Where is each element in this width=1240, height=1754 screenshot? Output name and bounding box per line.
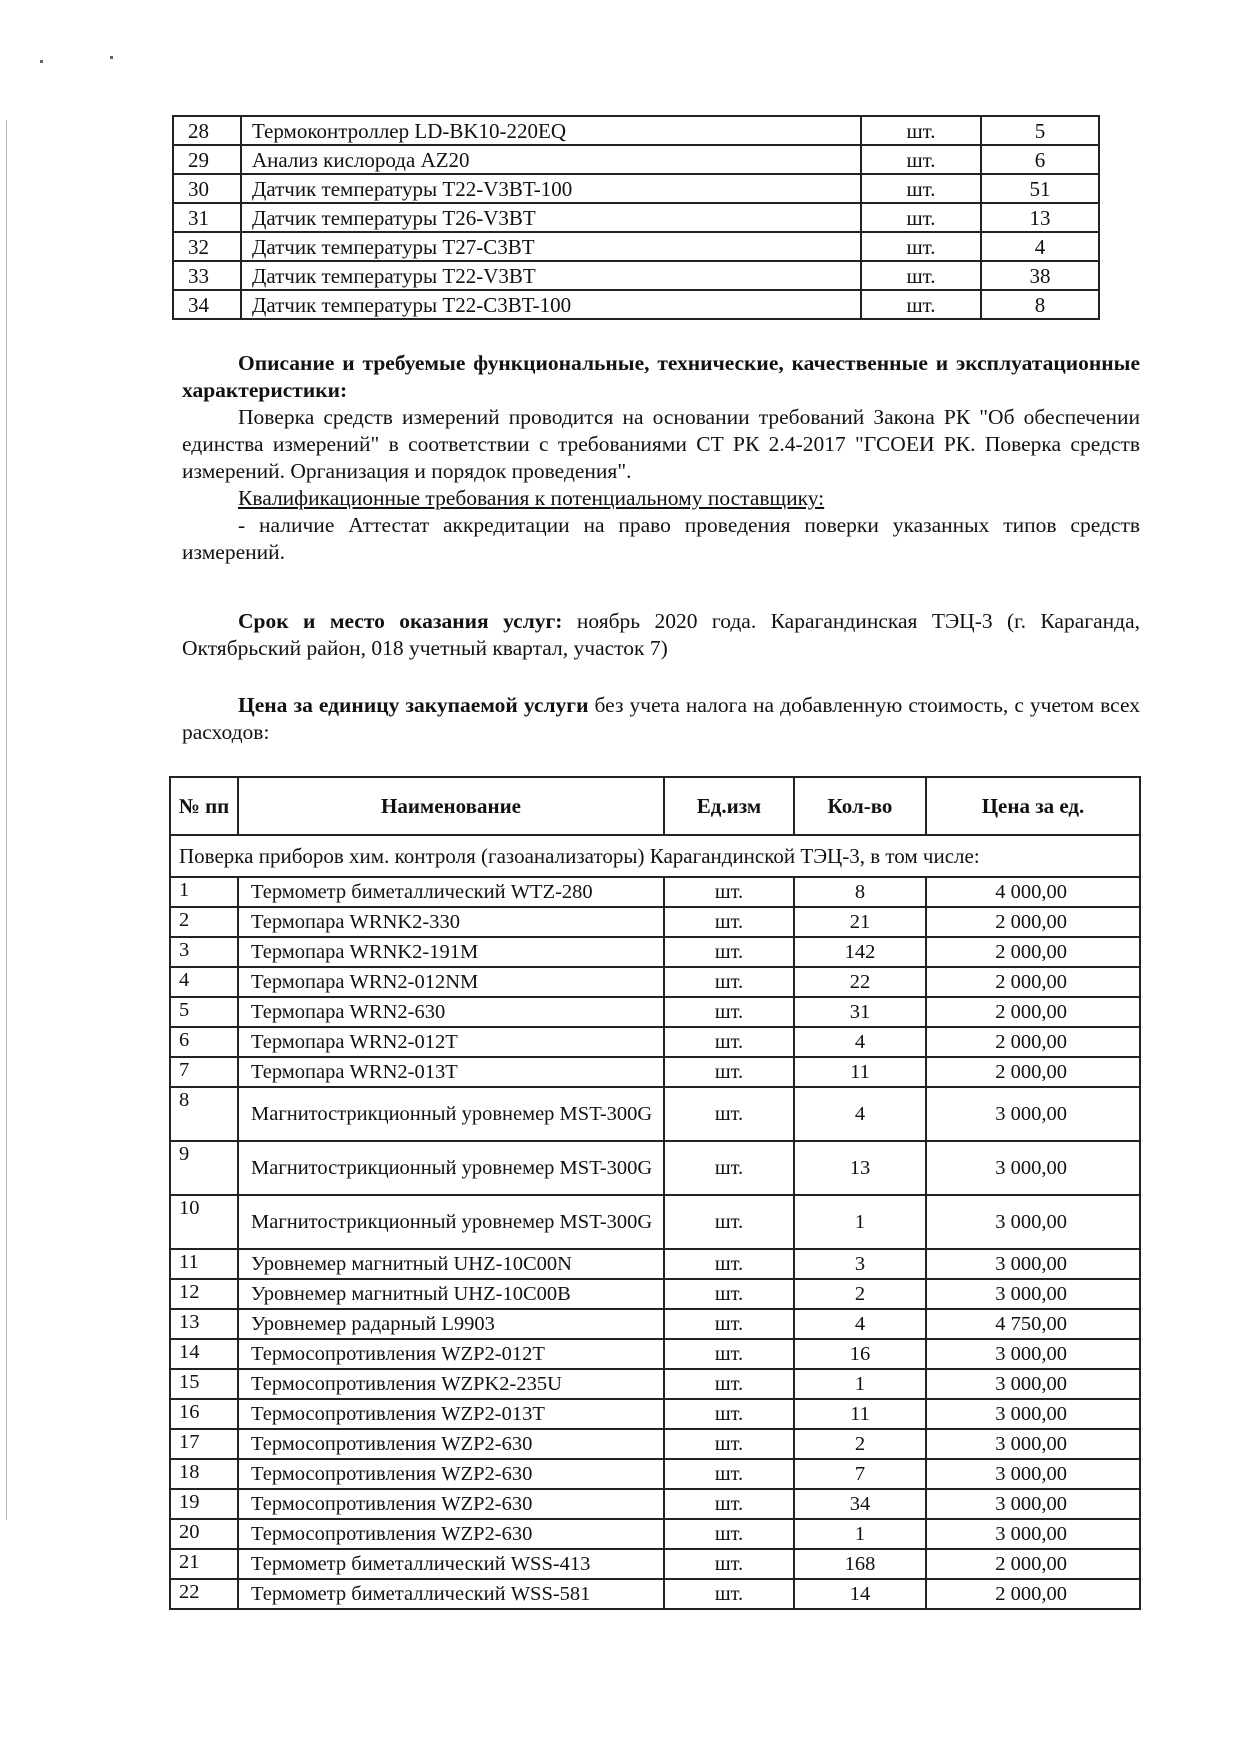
header-name: Наименование	[238, 777, 664, 835]
row-unit: шт.	[664, 937, 794, 967]
table-row	[170, 1057, 1140, 1087]
row-number: 8	[170, 1087, 238, 1141]
row-qty: 6	[981, 145, 1099, 174]
row-name: Датчик температуры T27-C3BT	[241, 232, 861, 261]
qualification-text: - наличие Аттестат аккредитации на право проведения поверки указанных типов средств измерений.	[182, 513, 1140, 564]
row-name: Термосопротивления WZP2-630	[238, 1519, 664, 1549]
row-unit: шт.	[664, 1027, 794, 1057]
table-row	[170, 967, 1140, 997]
row-unit: шт.	[861, 290, 981, 319]
row-number: 10	[170, 1195, 238, 1249]
table-row	[170, 1339, 1140, 1369]
table-row	[170, 1429, 1140, 1459]
row-price: 2 000,00	[926, 967, 1140, 997]
row-price: 2 000,00	[926, 1027, 1140, 1057]
row-number: 6	[170, 1027, 238, 1057]
row-number: 15	[170, 1369, 238, 1399]
row-number: 9	[170, 1141, 238, 1195]
row-unit: шт.	[861, 261, 981, 290]
row-number: 16	[170, 1399, 238, 1429]
row-qty: 51	[981, 174, 1099, 203]
row-price: 2 000,00	[926, 997, 1140, 1027]
row-qty: 4	[794, 1027, 926, 1057]
row-price: 2 000,00	[926, 907, 1140, 937]
row-price: 4 750,00	[926, 1309, 1140, 1339]
row-name: Магнитострикционный уровнемер MST-300G	[238, 1087, 664, 1141]
row-unit: шт.	[861, 174, 981, 203]
row-name: Уровнемер магнитный UHZ-10C00N	[238, 1249, 664, 1279]
row-number: 28	[173, 116, 241, 145]
row-name: Термометр биметаллический WTZ-280	[238, 877, 664, 907]
row-qty: 13	[794, 1141, 926, 1195]
scan-dot	[110, 56, 113, 59]
row-unit: шт.	[664, 1339, 794, 1369]
row-unit: шт.	[664, 1489, 794, 1519]
row-name: Термосопротивления WZPK2-235U	[238, 1369, 664, 1399]
table-row	[173, 232, 1099, 261]
term-text: ноябрь 2020 года. Карагандинская ТЭЦ-3 (г. Караганда, Октябрьский район, 018 учетный квартал, участок 7)	[182, 609, 1140, 660]
row-price: 2 000,00	[926, 1549, 1140, 1579]
row-name: Уровнемер радарный L9903	[238, 1309, 664, 1339]
row-qty: 1	[794, 1519, 926, 1549]
row-price: 2 000,00	[926, 1579, 1140, 1609]
row-number: 19	[170, 1489, 238, 1519]
row-qty: 3	[794, 1249, 926, 1279]
row-name: Термометр биметаллический WSS-413	[238, 1549, 664, 1579]
row-name: Уровнемер магнитный UHZ-10C00B	[238, 1279, 664, 1309]
row-qty: 34	[794, 1489, 926, 1519]
price-table-header	[170, 777, 1140, 835]
row-name: Термосопротивления WZP2-630	[238, 1489, 664, 1519]
row-qty: 38	[981, 261, 1099, 290]
row-unit: шт.	[664, 1549, 794, 1579]
table-row	[173, 203, 1099, 232]
row-number: 21	[170, 1549, 238, 1579]
equipment-table-continued	[172, 115, 1100, 320]
row-price: 2 000,00	[926, 1057, 1140, 1087]
row-price: 3 000,00	[926, 1195, 1140, 1249]
row-name: Термоконтроллер LD-BK10-220EQ	[241, 116, 861, 145]
price-intro	[182, 692, 1140, 746]
row-unit: шт.	[861, 145, 981, 174]
price-intro-text: без учета налога на добавленную стоимость, с учетом всех расходов:	[182, 693, 1140, 744]
row-qty: 8	[794, 877, 926, 907]
term-label: Срок и место оказания услуг:	[238, 609, 563, 633]
row-qty: 168	[794, 1549, 926, 1579]
row-qty: 21	[794, 907, 926, 937]
row-unit: шт.	[664, 1459, 794, 1489]
row-number: 20	[170, 1519, 238, 1549]
row-name: Датчик температуры T22-C3BT-100	[241, 290, 861, 319]
row-qty: 8	[981, 290, 1099, 319]
header-unit: Ед.изм	[664, 777, 794, 835]
row-unit: шт.	[664, 907, 794, 937]
row-number: 18	[170, 1459, 238, 1489]
row-name: Датчик температуры T26-V3BT	[241, 203, 861, 232]
header-qty: Кол-во	[794, 777, 926, 835]
table-row	[170, 1309, 1140, 1339]
row-price: 3 000,00	[926, 1339, 1140, 1369]
row-name: Анализ кислорода AZ20	[241, 145, 861, 174]
table-row	[170, 1249, 1140, 1279]
row-number: 14	[170, 1339, 238, 1369]
row-unit: шт.	[664, 1429, 794, 1459]
row-unit: шт.	[664, 1309, 794, 1339]
row-price: 3 000,00	[926, 1489, 1140, 1519]
table-row	[170, 1141, 1140, 1195]
row-unit: шт.	[664, 1399, 794, 1429]
table-row	[170, 1519, 1140, 1549]
section-title: Поверка приборов хим. контроля (газоанализаторы) Карагандинской ТЭЦ-3, в том числе:	[170, 835, 1140, 877]
row-qty: 13	[981, 203, 1099, 232]
scan-margin-line	[6, 120, 7, 1520]
row-unit: шт.	[664, 1087, 794, 1141]
row-price: 3 000,00	[926, 1399, 1140, 1429]
row-price: 3 000,00	[926, 1459, 1140, 1489]
row-name: Термопара WRNK2-330	[238, 907, 664, 937]
row-price: 3 000,00	[926, 1519, 1140, 1549]
table-row	[173, 290, 1099, 319]
row-name: Термопара WRNK2-191M	[238, 937, 664, 967]
row-name: Термосопротивления WZP2-012T	[238, 1339, 664, 1369]
table-row	[170, 937, 1140, 967]
row-qty: 2	[794, 1429, 926, 1459]
row-unit: шт.	[664, 1141, 794, 1195]
row-price: 3 000,00	[926, 1249, 1140, 1279]
row-name: Термосопротивления WZP2-013T	[238, 1399, 664, 1429]
row-qty: 11	[794, 1057, 926, 1087]
term-section	[182, 608, 1140, 662]
row-number: 3	[170, 937, 238, 967]
row-qty: 2	[794, 1279, 926, 1309]
row-name: Термометр биметаллический WSS-581	[238, 1579, 664, 1609]
table-row	[170, 1399, 1140, 1429]
table-row	[170, 1579, 1140, 1609]
row-unit: шт.	[664, 1579, 794, 1609]
table-row	[170, 1369, 1140, 1399]
price-intro-label: Цена за единицу закупаемой услуги	[238, 693, 589, 717]
row-qty: 22	[794, 967, 926, 997]
table-row	[170, 1459, 1140, 1489]
row-number: 12	[170, 1279, 238, 1309]
row-number: 4	[170, 967, 238, 997]
row-qty: 7	[794, 1459, 926, 1489]
table-row	[170, 1489, 1140, 1519]
row-unit: шт.	[664, 877, 794, 907]
row-name: Магнитострикционный уровнемер MST-300G	[238, 1141, 664, 1195]
row-qty: 16	[794, 1339, 926, 1369]
row-number: 7	[170, 1057, 238, 1087]
row-name: Термопара WRN2-013T	[238, 1057, 664, 1087]
row-price: 3 000,00	[926, 1087, 1140, 1141]
row-qty: 1	[794, 1195, 926, 1249]
row-number: 22	[170, 1579, 238, 1609]
row-qty: 4	[794, 1087, 926, 1141]
description-heading: Описание и требуемые функциональные, технические, качественные и эксплуатационные характеристики:	[182, 351, 1140, 402]
row-unit: шт.	[664, 1369, 794, 1399]
row-unit: шт.	[861, 203, 981, 232]
table-row	[170, 1195, 1140, 1249]
row-unit: шт.	[664, 1057, 794, 1087]
table-row	[170, 1027, 1140, 1057]
row-price: 3 000,00	[926, 1429, 1140, 1459]
row-number: 31	[173, 203, 241, 232]
table-row	[173, 116, 1099, 145]
row-name: Термопара WRN2-012NM	[238, 967, 664, 997]
scan-dot	[40, 60, 43, 63]
row-number: 11	[170, 1249, 238, 1279]
row-name: Термопара WRN2-012T	[238, 1027, 664, 1057]
row-name: Магнитострикционный уровнемер MST-300G	[238, 1195, 664, 1249]
row-name: Термосопротивления WZP2-630	[238, 1459, 664, 1489]
header-price: Цена за ед.	[926, 777, 1140, 835]
row-unit: шт.	[861, 116, 981, 145]
row-price: 3 000,00	[926, 1279, 1140, 1309]
row-unit: шт.	[664, 967, 794, 997]
row-unit: шт.	[664, 1279, 794, 1309]
row-unit: шт.	[664, 997, 794, 1027]
row-number: 1	[170, 877, 238, 907]
row-name: Термопара WRN2-630	[238, 997, 664, 1027]
row-qty: 4	[794, 1309, 926, 1339]
table-row	[170, 997, 1140, 1027]
row-price: 2 000,00	[926, 937, 1140, 967]
row-number: 13	[170, 1309, 238, 1339]
row-unit: шт.	[664, 1195, 794, 1249]
row-number: 17	[170, 1429, 238, 1459]
header-num: № пп	[170, 777, 238, 835]
table-row	[170, 1087, 1140, 1141]
section-row	[170, 835, 1140, 877]
qualification-heading: Квалификационные требования к потенциальному поставщику:	[238, 486, 825, 510]
description-text: Поверка средств измерений проводится на основании требований Закона РК "Об обеспечении единства измерений" в соответствии с требованиями СТ РК 2.4-2017 "ГСОЕИ РК. Поверка средств измерений. Организация и порядок проведения".	[182, 405, 1140, 483]
row-unit: шт.	[664, 1249, 794, 1279]
row-name: Датчик температуры T22-V3BT-100	[241, 174, 861, 203]
row-number: 30	[173, 174, 241, 203]
row-qty: 4	[981, 232, 1099, 261]
row-unit: шт.	[664, 1519, 794, 1549]
row-number: 33	[173, 261, 241, 290]
row-qty: 31	[794, 997, 926, 1027]
row-qty: 14	[794, 1579, 926, 1609]
row-qty: 11	[794, 1399, 926, 1429]
price-table	[169, 776, 1141, 1610]
row-number: 5	[170, 997, 238, 1027]
row-number: 29	[173, 145, 241, 174]
row-number: 32	[173, 232, 241, 261]
table-row	[173, 145, 1099, 174]
row-name: Термосопротивления WZP2-630	[238, 1429, 664, 1459]
row-unit: шт.	[861, 232, 981, 261]
description-section	[182, 350, 1140, 566]
row-price: 4 000,00	[926, 877, 1140, 907]
row-price: 3 000,00	[926, 1369, 1140, 1399]
table-row	[173, 261, 1099, 290]
table-row	[170, 907, 1140, 937]
row-qty: 142	[794, 937, 926, 967]
row-qty: 1	[794, 1369, 926, 1399]
table-row	[170, 1549, 1140, 1579]
table-row	[173, 174, 1099, 203]
row-price: 3 000,00	[926, 1141, 1140, 1195]
row-name: Датчик температуры T22-V3BT	[241, 261, 861, 290]
table-row	[170, 1279, 1140, 1309]
row-number: 2	[170, 907, 238, 937]
table-row	[170, 877, 1140, 907]
row-number: 34	[173, 290, 241, 319]
row-qty: 5	[981, 116, 1099, 145]
